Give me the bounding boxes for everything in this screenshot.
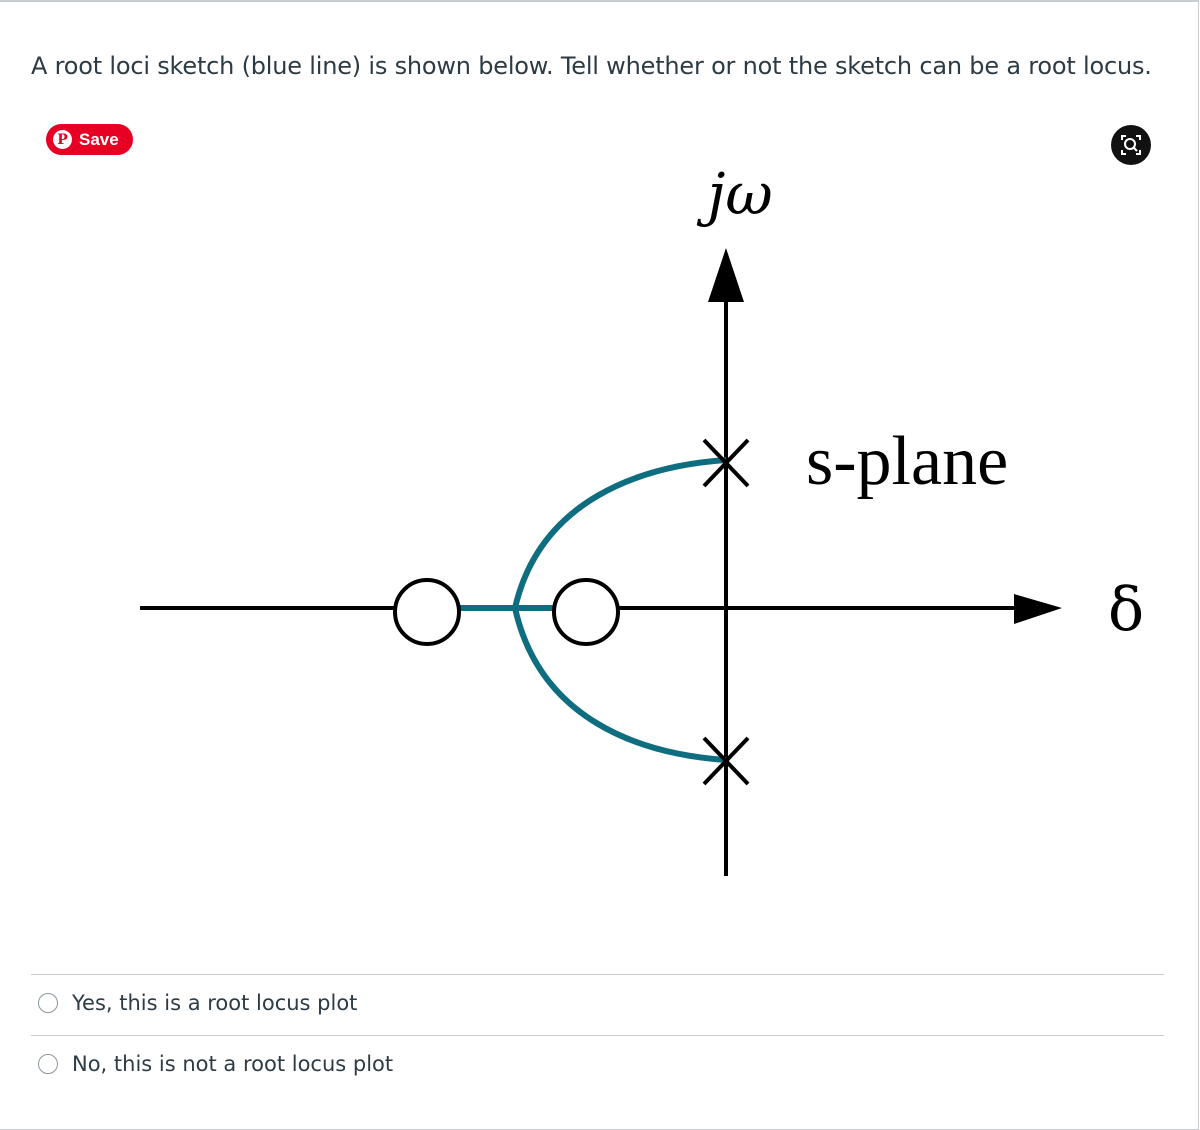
pinterest-icon: P bbox=[53, 130, 72, 149]
plane-label: s-plane bbox=[806, 423, 1009, 500]
zero-right bbox=[554, 580, 618, 644]
question-text: A root loci sketch (blue line) is shown below. Tell whether or not the sketch can be a root locus. bbox=[31, 52, 1152, 80]
real-axis-label: δ bbox=[1107, 575, 1145, 645]
locus-branch-upper bbox=[515, 460, 726, 608]
visual-search-button[interactable] bbox=[1111, 125, 1151, 165]
answer-label-yes: Yes, this is a root locus plot bbox=[72, 991, 358, 1015]
answer-option-yes[interactable] bbox=[38, 988, 357, 1018]
answer-option-no[interactable] bbox=[38, 1049, 393, 1079]
imag-axis-label: jω bbox=[707, 160, 773, 228]
answers-top-divider bbox=[31, 974, 1164, 975]
visual-search-icon bbox=[1111, 125, 1151, 165]
imag-axis-arrow bbox=[708, 248, 744, 302]
real-axis-arrow bbox=[1014, 594, 1062, 624]
zero-left bbox=[395, 580, 459, 644]
pinterest-save-button[interactable] bbox=[46, 124, 133, 155]
root-locus-figure bbox=[0, 100, 1200, 960]
answers-mid-divider bbox=[31, 1035, 1164, 1036]
answer-label-no: No, this is not a root locus plot bbox=[72, 1052, 394, 1076]
locus-branch-lower bbox=[515, 608, 726, 760]
radio-button-no[interactable] bbox=[38, 1054, 58, 1074]
save-label: Save bbox=[79, 129, 119, 149]
radio-button-yes[interactable] bbox=[38, 993, 58, 1013]
